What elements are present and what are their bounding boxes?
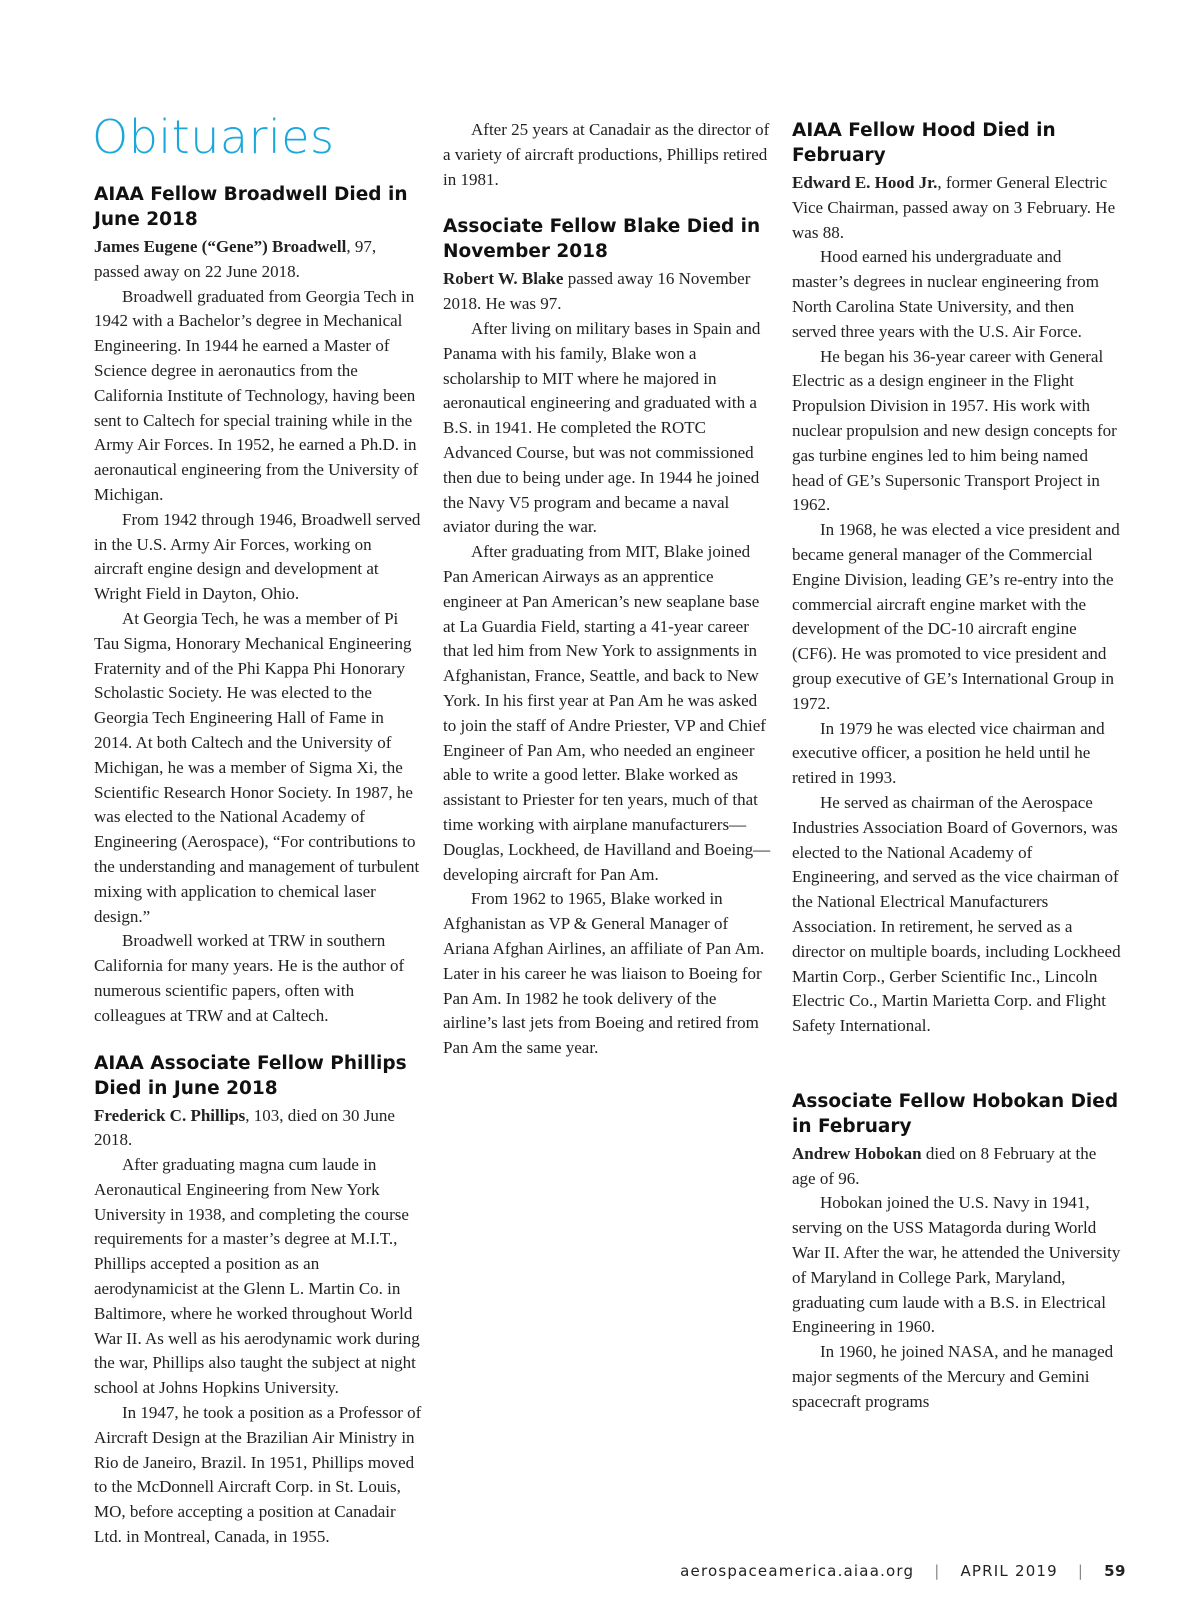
- obituary-heading-blake: Associate Fellow Blake Died in November 2018: [443, 216, 761, 263]
- column-3: [792, 118, 1122, 1415]
- obituary-lead-blake: Robert W. Blake passed away 16 November 2018. He was 97.: [443, 269, 751, 314]
- paragraph: In 1960, he joined NASA, and he managed major segments of the Mercury and Gemini spacecraft programs: [792, 1342, 1114, 1411]
- paragraph: In 1979 he was elected vice chairman and executive officer, a position he held until he retired in 1993.: [792, 718, 1105, 788]
- obituary-lead-broadwell: James Eugene (“Gene”) Broadwell, 97, passed away on 22 June 2018.: [94, 237, 377, 281]
- paragraph: Broadwell worked at TRW in southern California for many years. He is the author of numerous scientific papers, often with colleagues at TRW and at Caltech.: [94, 931, 405, 1025]
- page-title: Obituaries: [92, 110, 335, 164]
- paragraph: Hobokan joined the U.S. Navy in 1941, serving on the USS Matagorda during World War II. After the war, he attended the University of Maryland in College Park, Maryland, graduating cum laude with a B.S. in Electrical Engineering in 1960.: [792, 1193, 1121, 1337]
- obituary-lead-hobokan: Andrew Hobokan died on 8 February at the age of 96.: [792, 1143, 1097, 1188]
- obituary-name: Edward E. Hood Jr.: [792, 173, 938, 192]
- paragraph: Hood earned his undergraduate and master’s degrees in nuclear engineering from North Carolina State University, and then served three years with the U.S. Air Force.: [792, 247, 1099, 341]
- obituary-name: Andrew Hobokan: [792, 1143, 922, 1163]
- page-number: 59: [1104, 1562, 1126, 1580]
- obituary-name: Robert W. Blake: [443, 269, 564, 289]
- footer-site-url: aerospaceamerica.aiaa.org: [680, 1562, 915, 1580]
- paragraph: After graduating from MIT, Blake joined Pan American Airways as an apprentice engineer at Pan American’s new seaplane base at La Guardia Field, starting a 41-year career that led him from New York to assignments in Afghanistan, France, Seattle, and back to New York. In his first year at Pan Am he was asked to join the staff of Andre Priester, VP and Chief Engineer of Pan Am, who needed an engineer able to write a good letter. Blake worked as assistant to Priester for ten years, much of that time working with airplane manufacturers—Douglas, Lockheed, de Havilland and Boeing—developing aircraft for Pan Am.: [443, 542, 771, 884]
- paragraph: In 1968, he was elected a vice president and became general manager of the Commercial Engine Division, leading GE’s re-entry into the commercial aircraft engine market with the development of the DC-10 aircraft engine (CF6). He was promoted to vice president and group executive of GE’s International Group in 1972.: [792, 520, 1120, 713]
- paragraph: After living on military bases in Spain and Panama with his family, Blake won a scholarship to MIT where he majored in aeronautical engineering and graduated with a B.S. in 1941. He completed the ROTC Advanced Course, but was not commissioned then due to being under age. In 1944 he joined the Navy V5 program and became a naval aviator during the war.: [443, 318, 761, 537]
- paragraph: After 25 years at Canadair as the director of a variety of aircraft productions, Phillips retired in 1981.: [443, 120, 770, 189]
- paragraph: In 1947, he took a position as a Professor of Aircraft Design at the Brazilian Air Ministry in Rio de Janeiro, Brazil. In 1951, Phillips moved to the McDonnell Aircraft Corp. in St. Louis, MO, before accepting a position at Canadair Ltd. in Montreal, Canada, in 1955.: [94, 1403, 422, 1547]
- paragraph: From 1942 through 1946, Broadwell served in the U.S. Army Air Forces, working on aircraft engine design and development at Wright Field in Dayton, Ohio.: [94, 509, 421, 604]
- column-1: [94, 112, 424, 1550]
- obituary-name: James Eugene (“Gene”) Broadwell: [94, 237, 347, 256]
- paragraph: At Georgia Tech, he was a member of Pi Tau Sigma, Honorary Mechanical Engineering Fraternity and of the Phi Kappa Phi Honorary Scholastic Society. He was elected to the Georgia Tech Engineering Hall of Fame in 2014. At both Caltech and the University of Michigan, he was a member of Sigma Xi, the Scientific Research Honor Society. In 1987, he was elected to the National Academy of Engineering (Aerospace), “For contributions to the understanding and management of turbulent mixing with application to chemical laser design.”: [94, 608, 420, 926]
- obituary-name: Frederick C. Phillips: [94, 1105, 246, 1125]
- footer-separator: |: [934, 1562, 941, 1580]
- obituary-heading-hobokan: Associate Fellow Hobokan Died in February: [792, 1090, 1119, 1137]
- obituary-heading-broadwell: AIAA Fellow Broadwell Died in June 2018: [94, 184, 408, 230]
- paragraph: He served as chairman of the Aerospace Industries Association Board of Governors, was elected to the National Academy of Engineering, and served as the vice chairman of the National Electrical Manufacturers Association. In retirement, he served as a director on multiple boards, including Lockheed Martin Corp., Gerber Scientific Inc., Lincoln Electric Co., Martin Marietta Corp. and Flight Safety International.: [792, 792, 1121, 1036]
- obituary-heading-phillips: AIAA Associate Fellow Phillips Died in June 2018: [94, 1052, 407, 1099]
- column-2: [443, 118, 773, 1061]
- paragraph: After graduating magna cum laude in Aeronautical Engineering from New York University in 1938, and completing the course requirements for a master’s degree at M.I.T., Phillips accepted a position as an aerodynamicist at the Glenn L. Martin Co. in Baltimore, where he worked throughout World War II. As well as his aerodynamic work during the war, Phillips also taught the subject at night school at Johns Hopkins University.: [94, 1155, 420, 1398]
- obituary-lead-hood: Edward E. Hood Jr., former General Electric Vice Chairman, passed away on 3 February. He was 88.: [792, 173, 1116, 242]
- paragraph: Broadwell graduated from Georgia Tech in 1942 with a Bachelor’s degree in Mechanical Engineering. In 1944 he earned a Master of Science degree in aeronautics from the California Institute of Technology, having been sent to Caltech for special training while in the Army Air Forces. In 1952, he earned a Ph.D. in aeronautical engineering from the University of Michigan.: [94, 286, 419, 504]
- footer-issue-date: APRIL 2019: [960, 1562, 1058, 1580]
- paragraph: From 1962 to 1965, Blake worked in Afghanistan as VP & General Manager of Ariana Afghan Airlines, an affiliate of Pan Am. Later in his career he was liaison to Boeing for Pan Am. In 1982 he took delivery of the airline’s last jets from Boeing and retired from Pan Am the same year.: [443, 889, 765, 1058]
- paragraph: He began his 36-year career with General Electric as a design engineer in the Flight Propulsion Division in 1957. His work with nuclear propulsion and new design concepts for gas turbine engines led to him being named head of GE’s Supersonic Transport Project in 1962.: [792, 346, 1117, 515]
- footer-separator: |: [1077, 1562, 1085, 1580]
- page-footer: [680, 1562, 1126, 1580]
- obituary-lead-phillips: Frederick C. Phillips, 103, died on 30 June 2018.: [94, 1105, 395, 1150]
- obituary-heading-hood: AIAA Fellow Hood Died in February: [792, 120, 1056, 166]
